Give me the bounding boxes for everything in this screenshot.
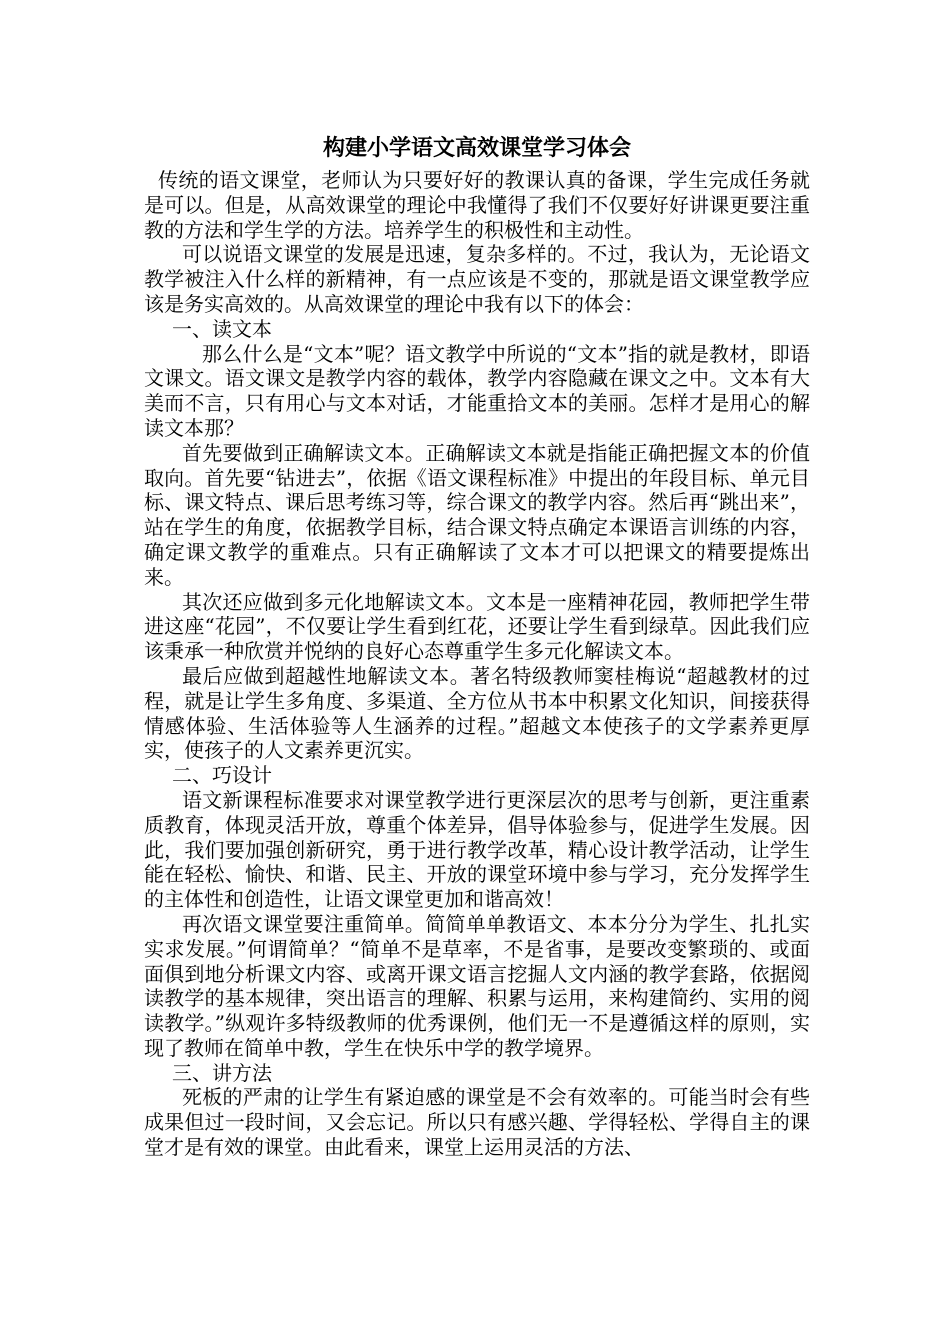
paragraph-overview: 可以说语文课堂的发展是迅速，复杂多样的。不过，我认为，无论语文教学被注入什么样的新精神，有一点应该是不变的，那就是语文课堂教学应该是务实高效的。从高效课堂的理论中我有以下的体会：: [144, 242, 810, 316]
paragraph-what-is-text: 那么什么是“文本”呢？语文教学中所说的“文本”指的就是教材，即语文课文。语文课文是教学内容的载体，教学内容隐藏在课文之中。文本有大美而不言，只有用心与文本对话，才能重拾文本的美丽。怎样才是用心的解读文本那？: [144, 341, 810, 440]
section-heading-methods: 三、讲方法: [172, 1060, 272, 1085]
paragraph-simplicity: 再次语文课堂要注重简单。简简单单教语文、本本分分为学生、扎扎实实求发展。”何谓简单？“简单不是草率，不是省事，是要改变繁琐的、或面面俱到地分析课文内容、或离开课文语言挖掘人文内涵的教学套路，依据阅读教学的基本规律，突出语言的理解、积累与运用，来构建简约、实用的阅读教学。”纵观许多特级教师的优秀课例，他们无一不是遵循这样的原则，实现了教师在简单中教，学生在快乐中学的教学境界。: [144, 911, 810, 1060]
paragraph-new-curriculum: 语文新课程标准要求对课堂教学进行更深层次的思考与创新，更注重素质教育，体现灵活开放，尊重个体差异，倡导体验参与，促进学生发展。因此，我们要加强创新研究，勇于进行教学改革，精心设计教学活动，让学生能在轻松、愉快、和谐、民主、开放的课堂环境中参与学习，充分发挥学生的主体性和创造性，让语文课堂更加和谐高效！: [144, 787, 810, 912]
document-title: 构建小学语文高效课堂学习体会: [322, 135, 631, 161]
paragraph-intro: 传统的语文课堂，老师认为只要好好的教课认真的备课，学生完成任务就是可以。但是，从高效课堂的理论中我懂得了我们不仅要好好讲课更要注重教的方法和学生学的方法。培养学生的积极性和主动性。: [144, 168, 810, 242]
paragraph-correct-reading: 首先要做到正确解读文本。正确解读文本就是指能正确把握文本的价值取向。首先要“钻进去”，依据《语文课程标准》中提出的年段目标、单元目标、课文特点、课后思考练习等，综合课文的教学内容。然后再“跳出来”，站在学生的角度，依据教学目标，结合课文特点确定本课语言训练的内容，确定课文教学的重难点。只有正确解读了文本才可以把课文的精要提炼出来。: [144, 440, 810, 589]
section-heading-design: 二、巧设计: [172, 763, 272, 788]
section-heading-read-text: 一、读文本: [172, 316, 272, 341]
document-page: [144, 128, 810, 1160]
paragraph-transcend-reading: 最后应做到超越性地解读文本。著名特级教师窦桂梅说“超越教材的过程，就是让学生多角度、多渠道、全方位从书本中积累文化知识，间接获得情感体验、生活体验等人生涵养的过程。”超越文本使孩子的文学素养更厚实，使孩子的人文素养更沉实。: [144, 663, 810, 763]
paragraph-methods: 死板的严肃的让学生有紧迫感的课堂是不会有效率的。可能当时会有些成果但过一段时间，又会忘记。所以只有感兴趣、学得轻松、学得自主的课堂才是有效的课堂。由此看来，课堂上运用灵活的方法、: [144, 1085, 810, 1160]
paragraph-diverse-reading: 其次还应做到多元化地解读文本。文本是一座精神花园，教师把学生带进这座“花园”，不仅要让学生看到红花，还要让学生看到绿草。因此我们应该秉承一种欣赏并悦纳的良好心态尊重学生多元化解读文本。: [144, 589, 810, 664]
